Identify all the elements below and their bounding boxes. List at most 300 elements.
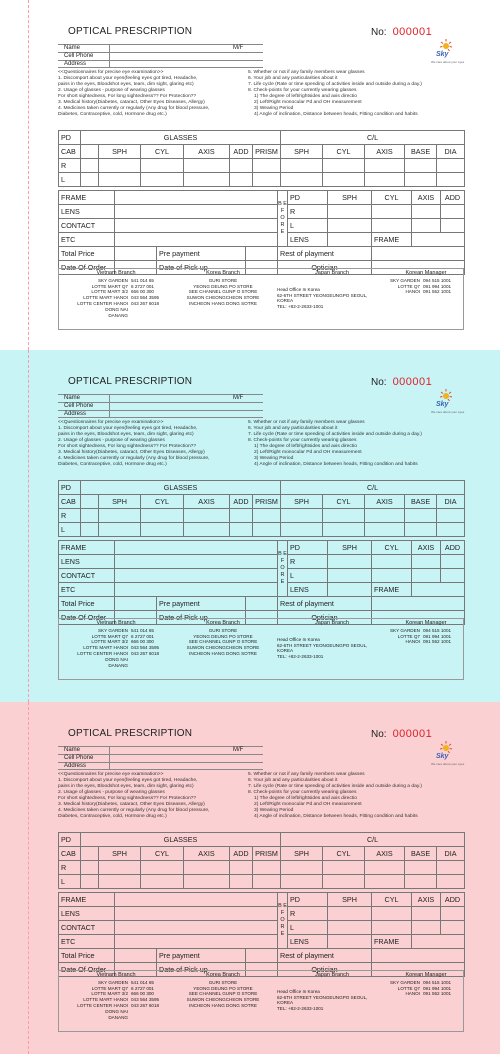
korean-manager-title: Korean Manager (405, 972, 447, 978)
prescription-grid (58, 480, 465, 537)
right-eye-row (59, 509, 465, 523)
head-office-line: Head Office In Korea (277, 286, 320, 292)
korea-branch (177, 271, 269, 307)
name-label: Name (58, 395, 110, 402)
lens-label: LENS (59, 555, 115, 569)
sky-logo (431, 741, 465, 767)
sky-logo (431, 389, 465, 415)
question-line: 4. Medicines taken currently or regularly (Any drug for blood pressure, (58, 106, 210, 111)
sky-logo (431, 39, 465, 65)
form-number (371, 376, 432, 388)
before-sph: SPH (328, 541, 372, 555)
address-row[interactable] (58, 60, 263, 68)
branch-phone: 043 267 6018 (131, 650, 160, 656)
branch-name: SEE CHANNEL GUNP O STORE (188, 289, 258, 295)
branch-name: DONG NAI (105, 306, 128, 312)
head-office-line: TEL: +82-2-2633-1001 (277, 1006, 324, 1012)
question-line: pains in the eyes, Bloodshot eyes, tears, dim sight, glaring etc) (58, 432, 194, 437)
right-eye-row (59, 861, 465, 875)
question-line: pains in the eyes, Bloodshot eyes, tears, dim sight, glaring etc) (58, 82, 194, 87)
address-row[interactable] (58, 762, 263, 770)
japan-branch-title: Japan Branch (315, 620, 349, 626)
vietnam-branch-title: Vietnam Branch (96, 620, 136, 626)
branch-name: LOTTE CENTER HANOI (77, 650, 128, 656)
before-r: R (288, 205, 328, 219)
head-office-line: 62-6TH STREET YEONGEUNGPO SEOUL, (277, 642, 368, 648)
branch-name: SKY GARDEN (389, 979, 420, 985)
rest-payment-label: Rest of playment (278, 597, 372, 611)
logo-brand: Sky (436, 51, 449, 58)
vietnam-branch-title: Vietnam Branch (96, 270, 136, 276)
vietnam-branch-title: Vietnam Branch (96, 972, 136, 978)
perforation-line (28, 350, 29, 702)
japan-branch-title: Japan Branch (315, 270, 349, 276)
japan-branch (277, 973, 387, 1012)
head-office-line: 62-6TH STREET YEONGEUNGPO SEOUL, (277, 292, 368, 298)
pd-label: PD (59, 481, 81, 495)
before-axis: AXIS (412, 191, 441, 205)
cl-cyl: CYL (323, 495, 365, 509)
question-line: 4) Angle of inclination, Distance between heads, Fitting condition and habits (254, 462, 418, 467)
branch-name: LOTTE MART 3/2 (91, 639, 128, 645)
cl-header: C/L (281, 481, 465, 495)
question-line: 4) Angle of inclination, Distance between heads, Fitting condition and habits (254, 814, 418, 819)
prescription-sheet (0, 702, 500, 1054)
question-line: 2. Usage of glasses - purpose of wearing glasses (58, 88, 165, 93)
branch-name: SKY GARDEN (389, 277, 420, 283)
logo-brand: Sky (436, 401, 449, 408)
branch-phone: 043 267 6018 (131, 1002, 160, 1008)
question-line: <<Questionnaires for precise eye examination>> (58, 772, 164, 777)
cab-label: CAB (59, 495, 81, 509)
korea-branch (177, 621, 269, 657)
before-add: ADD (441, 893, 465, 907)
korea-branch-title: Korea Branch (206, 620, 240, 626)
cl-dia: DIA (437, 847, 465, 861)
question-line: 3) Wearing Period (254, 106, 294, 111)
question-line: 6. Your job and any particularities about it (248, 778, 338, 783)
before-cyl: CYL (372, 893, 412, 907)
before-axis: AXIS (412, 541, 441, 555)
order-grid (58, 190, 465, 275)
pd-label: PD (59, 833, 81, 847)
contact-label: CONTACT (59, 219, 115, 233)
questionnaire-left (58, 772, 246, 820)
glasses-header: GLASSES (81, 833, 281, 847)
branch-phone: 091 994 1001 (423, 985, 452, 991)
question-line: 2) Left/Right monocular Pd and OH measurement (254, 802, 362, 807)
cl-dia: DIA (437, 145, 465, 159)
cell-phone-label: Cell Phone (58, 755, 110, 762)
optician-label: Optician (278, 963, 372, 977)
question-line: 1. Discomport about your eyes(feeling eyes got tired, Headache, (58, 76, 198, 81)
branch-phone: 094 515 1001 (423, 979, 452, 985)
form-title: OPTICAL PRESCRIPTION (68, 376, 193, 387)
questionnaire-right (248, 772, 464, 820)
form-title: OPTICAL PRESCRIPTION (68, 728, 193, 739)
left-eye-label: L (59, 523, 81, 537)
glasses-sph: SPH (99, 145, 141, 159)
head-office-line: KOREA (277, 298, 294, 304)
head-office-line: Head Office In Korea (277, 636, 320, 642)
glasses-axis: AXIS (184, 145, 230, 159)
branch-name: YEONG DEUNG PO STORE (193, 985, 253, 991)
question-line: 1) The degree of left/rightsides and axis directio (254, 94, 357, 99)
korean-manager (389, 621, 463, 645)
question-line: Diabetes, Contraceptive, cold, Hormone drug etc.) (58, 814, 167, 819)
japan-branch (277, 621, 387, 660)
form-number-value: 000001 (392, 728, 433, 740)
vietnam-branch (61, 973, 171, 1020)
prescription-sheet (0, 0, 500, 350)
head-office-line: KOREA (277, 648, 294, 654)
question-line: <<Questionnaires for precise eye examination>> (58, 420, 164, 425)
total-price-label: Total Price (59, 597, 115, 611)
date-order-label: Date Of Order (59, 963, 115, 977)
question-line: 7. Life cycle (Rate or time spending of activities inside and outside during a day.) (248, 432, 422, 437)
cell-phone-row[interactable] (58, 402, 263, 410)
address-label: Address (58, 61, 110, 67)
branch-name: LOTTE CENTER HANOI (77, 1002, 128, 1008)
question-line: 3. Medical history(Diabetes, cataract, Other Eyes Diseases, Allergy) (58, 100, 205, 105)
question-line: 8. Check-points for your currently wearing glasses (248, 88, 357, 93)
branch-phone: 666 00 300 (131, 289, 154, 295)
glasses-prism: PRISM (253, 145, 281, 159)
question-line: 1) The degree of left/rightsides and axis directio (254, 796, 357, 801)
optician-label: Optician (278, 261, 372, 275)
name-row[interactable] (58, 394, 263, 402)
cl-base: BASE (405, 495, 437, 509)
branch-name: SEE CHANNEL GUNP O STORE (188, 991, 258, 997)
address-label: Address (58, 763, 110, 769)
glasses-sph: SPH (99, 495, 141, 509)
cl-sph: SPH (281, 495, 323, 509)
form-number-value: 000001 (392, 26, 433, 38)
glasses-add: ADD (230, 495, 253, 509)
glasses-axis: AXIS (184, 847, 230, 861)
question-line: pains in the eyes, Bloodshot eyes, tears, dim sight, glaring etc) (58, 784, 194, 789)
before-label: B E F O R E (278, 191, 288, 247)
right-eye-label: R (59, 509, 81, 523)
question-line: <<Questionnaires for precise eye examination>> (58, 70, 164, 75)
question-line: For short sightedness, For long sightedness?? For Protection?? (58, 94, 197, 99)
name-label: Name (58, 747, 110, 754)
contact-label: CONTACT (59, 569, 115, 583)
branch-name: SKY GARDEN (97, 979, 128, 985)
total-price-label: Total Price (59, 949, 115, 963)
question-line: For short sightedness, For long sightedness?? For Protection?? (58, 444, 197, 449)
glasses-cyl: CYL (141, 145, 184, 159)
cl-cyl: CYL (323, 145, 365, 159)
form-header (58, 722, 464, 744)
glasses-add: ADD (230, 847, 253, 861)
head-office-line: KOREA (277, 1000, 294, 1006)
question-line: Diabetes, Contraceptive, cold, Hormone drug etc.) (58, 462, 167, 467)
question-line: 7. Life cycle (Rate or time spending of activities inside and outside during a day.) (248, 784, 422, 789)
question-line: 4. Medicines taken currently or regularly (Any drug for blood pressure, (58, 808, 210, 813)
order-grid (58, 540, 465, 625)
prescription-form (58, 370, 465, 668)
branch-phone: 043 564 3595 (131, 645, 160, 651)
branch-name: DONG NAI (105, 1008, 128, 1014)
branch-name: INCHEON HANG DONG SOTRE (189, 650, 257, 656)
head-office-line: Head Office In Korea (277, 988, 320, 994)
glasses-cyl: CYL (141, 495, 184, 509)
head-office-line: 62-6TH STREET YEONGEUNGPO SEOUL, (277, 994, 368, 1000)
questionnaire-left (58, 420, 246, 468)
branch-name: GURI STORE (208, 979, 238, 985)
question-line: 8. Check-points for your currently wearing glasses (248, 438, 357, 443)
question-line: 4. Medicines taken currently or regularly (Any drug for blood pressure, (58, 456, 210, 461)
branch-name: LOTTE MART HANOI (83, 295, 128, 301)
branch-name: GURI STORE (208, 627, 238, 633)
question-line: 4) Angle of inclination, Distance between heads, Fitting condition and habits (254, 112, 418, 117)
branch-name: HANOI (405, 289, 420, 295)
mf-label: M/F (233, 45, 244, 51)
order-grid (58, 892, 465, 977)
branch-phone: 541 014 65 (131, 277, 154, 283)
branch-name: LOTTE MART HANOI (83, 645, 128, 651)
head-office-line: TEL: +82-2-2633-1001 (277, 654, 324, 660)
mf-label: M/F (233, 747, 244, 753)
form-number (371, 26, 432, 38)
branch-phone: 666 00 300 (131, 991, 154, 997)
branch-directory (58, 268, 464, 330)
japan-branch-title: Japan Branch (315, 972, 349, 978)
frame-label: FRAME (59, 893, 115, 907)
branch-name: LOTTE MART Q7 (91, 633, 128, 639)
branch-name: LOTTE Q7 (397, 633, 420, 639)
glasses-add: ADD (230, 145, 253, 159)
branch-phone: 091 994 1001 (423, 633, 452, 639)
branch-name: LOTTE MART HANOI (83, 997, 128, 1003)
question-line: 3. Medical history(Diabetes, cataract, Other Eyes Diseases, Allergy) (58, 450, 205, 455)
prescription-sheet (0, 350, 500, 702)
questionnaire-right (248, 70, 464, 118)
branch-directory (58, 970, 464, 1032)
branch-name: SUWON CHEONGCHEON STORE (186, 997, 260, 1003)
before-cyl: CYL (372, 191, 412, 205)
cl-axis: AXIS (365, 495, 405, 509)
cl-axis: AXIS (365, 145, 405, 159)
question-line: 5. Whether or not if any family members wear glasses (248, 70, 365, 75)
question-line: 6. Your job and any particularities about it (248, 426, 338, 431)
branch-name: LOTTE MART 3/2 (91, 289, 128, 295)
question-line: 3. Medical history(Diabetes, cataract, Other Eyes Diseases, Allergy) (58, 802, 205, 807)
branch-name: SKY GARDEN (97, 627, 128, 633)
question-line: 1. Discomport about your eyes(feeling eyes got tired, Headache, (58, 426, 198, 431)
question-line: 7. Life cycle (Rate or time spending of activities inside and outside during a day.) (248, 82, 422, 87)
japan-branch (277, 271, 387, 310)
before-pd: PD (288, 541, 328, 555)
question-line: 2) Left/Right monocular Pd and OH measurement (254, 100, 362, 105)
before-add: ADD (441, 541, 465, 555)
korean-manager (389, 973, 463, 997)
branch-phone: 091 552 1001 (423, 991, 452, 997)
question-line: 5. Whether or not if any family members wear glasses (248, 772, 365, 777)
cl-base: BASE (405, 847, 437, 861)
question-line: 2. Usage of glasses - purpose of wearing glasses (58, 790, 165, 795)
branch-phone: 666 00 300 (131, 639, 154, 645)
question-line: 1. Discomport about your eyes(feeling eyes got tired, Headache, (58, 778, 198, 783)
branch-name: INCHEON HANG DONG SOTRE (189, 1002, 257, 1008)
questionnaire-right (248, 420, 464, 468)
before-r: R (288, 907, 328, 921)
right-eye-label: R (59, 861, 81, 875)
left-eye-row (59, 523, 465, 537)
left-eye-label: L (59, 875, 81, 889)
korean-manager-title: Korean Manager (405, 270, 447, 276)
before-lens: LENS (288, 233, 328, 247)
before-sph: SPH (328, 893, 372, 907)
frame-label: FRAME (59, 191, 115, 205)
branch-phone: 541 014 65 (131, 979, 154, 985)
question-line: 5. Whether or not if any family members wear glasses (248, 420, 365, 425)
left-eye-row (59, 173, 465, 187)
question-line: 3) Wearing Period (254, 808, 294, 813)
before-label: B E F O R E (278, 893, 288, 949)
lens-label: LENS (59, 205, 115, 219)
form-number-label: No: (371, 729, 387, 740)
form-header (58, 20, 464, 42)
branch-name: DANANG (108, 312, 128, 318)
korean-manager-title: Korean Manager (405, 620, 447, 626)
form-number-label: No: (371, 377, 387, 388)
form-number-value: 000001 (392, 376, 433, 388)
branch-phone: 6 2727 001 (131, 985, 154, 991)
branch-name: SUWON CHEONGCHEON STORE (186, 645, 260, 651)
branch-name: LOTTE CENTER HANOI (77, 300, 128, 306)
korean-manager (389, 271, 463, 295)
branch-name: LOTTE Q7 (397, 985, 420, 991)
etc-label: ETC (59, 233, 115, 247)
date-pickup-label: Date of Pick up (157, 963, 246, 977)
before-label: B E F O R E (278, 541, 288, 597)
before-sph: SPH (328, 191, 372, 205)
prescription-grid (58, 832, 465, 889)
branch-name: GURI STORE (208, 277, 238, 283)
branch-name: SKY GARDEN (97, 277, 128, 283)
branch-phone: 094 515 1001 (423, 277, 452, 283)
name-row[interactable] (58, 746, 263, 754)
right-eye-row (59, 159, 465, 173)
cl-dia: DIA (437, 495, 465, 509)
patient-info (58, 746, 263, 770)
before-l: L (288, 569, 328, 583)
before-axis: AXIS (412, 893, 441, 907)
cell-phone-label: Cell Phone (58, 403, 110, 410)
rest-payment-label: Rest of playment (278, 247, 372, 261)
patient-info (58, 394, 263, 418)
cell-phone-label: Cell Phone (58, 53, 110, 60)
korea-branch (177, 973, 269, 1009)
branch-phone: 091 552 1001 (423, 289, 452, 295)
before-pd: PD (288, 191, 328, 205)
question-line: Diabetes, Contraceptive, cold, Hormone drug etc.) (58, 112, 167, 117)
korea-branch-title: Korea Branch (206, 270, 240, 276)
branch-name: HANOI (405, 639, 420, 645)
cab-label: CAB (59, 145, 81, 159)
perforation-line (28, 702, 29, 1054)
pre-payment-label: Pre payment (157, 949, 246, 963)
branch-phone: 094 515 1001 (423, 627, 452, 633)
branch-name: YEONG DEUNG PO STORE (193, 283, 253, 289)
cl-header: C/L (281, 131, 465, 145)
branch-name: INCHEON HANG DONG SOTRE (189, 300, 257, 306)
cl-header: C/L (281, 833, 465, 847)
cl-base: BASE (405, 145, 437, 159)
cab-label: CAB (59, 847, 81, 861)
cl-sph: SPH (281, 145, 323, 159)
cl-sph: SPH (281, 847, 323, 861)
frame-label: FRAME (59, 541, 115, 555)
total-price-label: Total Price (59, 247, 115, 261)
prescription-form (58, 722, 465, 1020)
before-frame: FRAME (372, 935, 412, 949)
lens-label: LENS (59, 907, 115, 921)
date-pickup-label: Date of Pick up (157, 611, 246, 625)
etc-label: ETC (59, 583, 115, 597)
head-office-line: TEL: +82-2-2633-1001 (277, 304, 324, 310)
form-header (58, 370, 464, 392)
before-r: R (288, 555, 328, 569)
branch-name: SEE CHANNEL GUNP O STORE (188, 639, 258, 645)
etc-label: ETC (59, 935, 115, 949)
pre-payment-label: Pre payment (157, 247, 246, 261)
before-frame: FRAME (372, 233, 412, 247)
form-number (371, 728, 432, 740)
name-row[interactable] (58, 44, 263, 52)
cell-phone-row[interactable] (58, 754, 263, 762)
question-line: 2) Left/Right monocular Pd and OH measurement (254, 450, 362, 455)
before-cyl: CYL (372, 541, 412, 555)
before-l: L (288, 921, 328, 935)
glasses-header: GLASSES (81, 131, 281, 145)
branch-phone: 6 2727 001 (131, 633, 154, 639)
branch-name: LOTTE MART 3/2 (91, 991, 128, 997)
date-pickup-label: Date of Pick up (157, 261, 246, 275)
logo-tagline: We care about your eyes (431, 410, 465, 414)
cl-axis: AXIS (365, 847, 405, 861)
logo-tagline: We care about your eyes (431, 762, 465, 766)
branch-name: LOTTE Q7 (397, 283, 420, 289)
date-order-label: Date Of Order (59, 611, 115, 625)
glasses-prism: PRISM (253, 495, 281, 509)
branch-phone: 043 267 6018 (131, 300, 160, 306)
prescription-form (58, 20, 465, 318)
branch-name: DONG NAI (105, 656, 128, 662)
branch-directory (58, 618, 464, 680)
mf-label: M/F (233, 395, 244, 401)
date-order-label: Date Of Order (59, 261, 115, 275)
branch-phone: 091 552 1001 (423, 639, 452, 645)
branch-name: DANANG (108, 662, 128, 668)
cl-cyl: CYL (323, 847, 365, 861)
question-line: 1) The degree of left/rightsides and axis directio (254, 444, 357, 449)
address-row[interactable] (58, 410, 263, 418)
korea-branch-title: Korea Branch (206, 972, 240, 978)
branch-phone: 541 014 65 (131, 627, 154, 633)
vietnam-branch (61, 621, 171, 668)
cell-phone-row[interactable] (58, 52, 263, 60)
question-line: 8. Check-points for your currently wearing glasses (248, 790, 357, 795)
left-eye-row (59, 875, 465, 889)
question-line: 6. Your job and any particularities about it (248, 76, 338, 81)
branch-phone: 043 564 3595 (131, 997, 160, 1003)
before-pd: PD (288, 893, 328, 907)
perforation-line (28, 0, 29, 350)
rest-payment-label: Rest of playment (278, 949, 372, 963)
